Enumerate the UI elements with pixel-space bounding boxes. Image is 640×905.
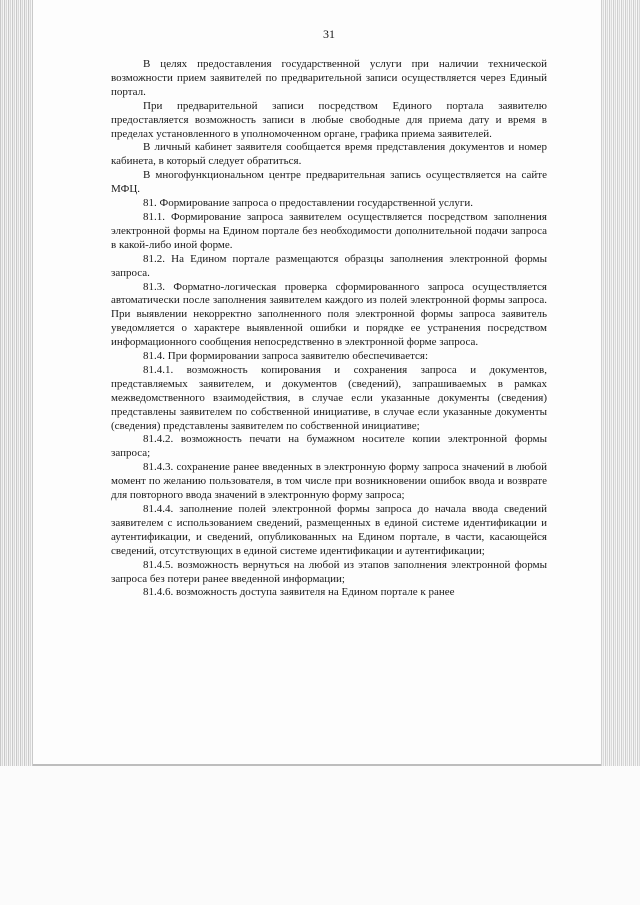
clause-81-1: 81.1. Формирование запроса заявителем осуществляется посредством заполнения электронной формы на Едином портале без необходимости дополнительной подачи запроса в какой-либо иной форме. (111, 210, 547, 251)
paragraph-personal-cabinet: В личный кабинет заявителя сообщается время представления документов и номер кабинета, в который следует обратиться. (111, 141, 547, 168)
clause-81-4-1: 81.4.1. возможность копирования и сохранения запроса и документов, представляемых заявителем, и документов (сведений), запрашиваемых в рамках межведомственного взаимодействия, в случае если указанные документы (сведения) представлены заявителем по собственной инициативе, в случае если указанные документы (сведения) представлены заявителем по собственной инициативе; (111, 363, 547, 432)
clause-81-4-5: 81.4.5. возможность вернуться на любой из этапов заполнения электронной формы запроса без потери ранее введенной информации; (111, 558, 547, 585)
clause-81-2: 81.2. На Едином портале размещаются образцы заполнения электронной формы запроса. (111, 252, 547, 279)
paragraph-prerecord-intro: В целях предоставления государственной услуги при наличии технической возможности прием заявителей по предварительной записи осуществляется через Единый портал. (111, 58, 547, 98)
clause-81: 81. Формирование запроса о предоставлении государственной услуги. (143, 197, 474, 210)
scan-bottom-edge (33, 764, 601, 766)
paragraph-mfc: В многофункциональном центре предварительная запись осуществляется на сайте МФЦ. (111, 169, 547, 196)
clause-81-3: 81.3. Форматно-логическая проверка сформированного запроса осуществляется автоматически после заполнения заявителем каждого из полей электронной формы запроса. При выявлении некорректно заполненного поля электронной формы запроса заявитель уведомляется о характере выявленной ошибки и порядке ее устранения посредством информационного сообщения непосредственно в электронной форме запроса. (111, 280, 547, 349)
clause-81-4-6: 81.4.6. возможность доступа заявителя на Едином портале к ранее (143, 586, 455, 599)
document-body (111, 27, 547, 600)
scan-bottom-margin (0, 766, 640, 905)
clause-81-4: 81.4. При формировании запроса заявителю обеспечивается: (143, 350, 429, 363)
paragraph-prerecord-portal: При предварительной записи посредством Единого портала заявителю предоставляется возможность записи в любые свободные для приема дату и время в пределах установленного в уполномоченном органе, графика приема заявителей. (111, 99, 547, 140)
clause-81-4-4: 81.4.4. заполнение полей электронной формы запроса до начала ввода сведений заявителем с использованием сведений, размещенных в единой системе идентификации и аутентификации, и сведений, опубликованных на Едином портале, в части, касающейся сведений, отсутствующих в единой системе идентификации и аутентификации; (111, 503, 547, 557)
clause-81-4-2: 81.4.2. возможность печати на бумажном носителе копии электронной формы запроса; (111, 433, 547, 460)
clause-81-4-3: 81.4.3. сохранение ранее введенных в электронную форму запроса значений в любой момент по желанию пользователя, в том числе при возникновении ошибок ввода и возврате для повторного ввода значений в электронную форму запроса; (111, 461, 547, 502)
page-number: 31 (323, 27, 335, 41)
